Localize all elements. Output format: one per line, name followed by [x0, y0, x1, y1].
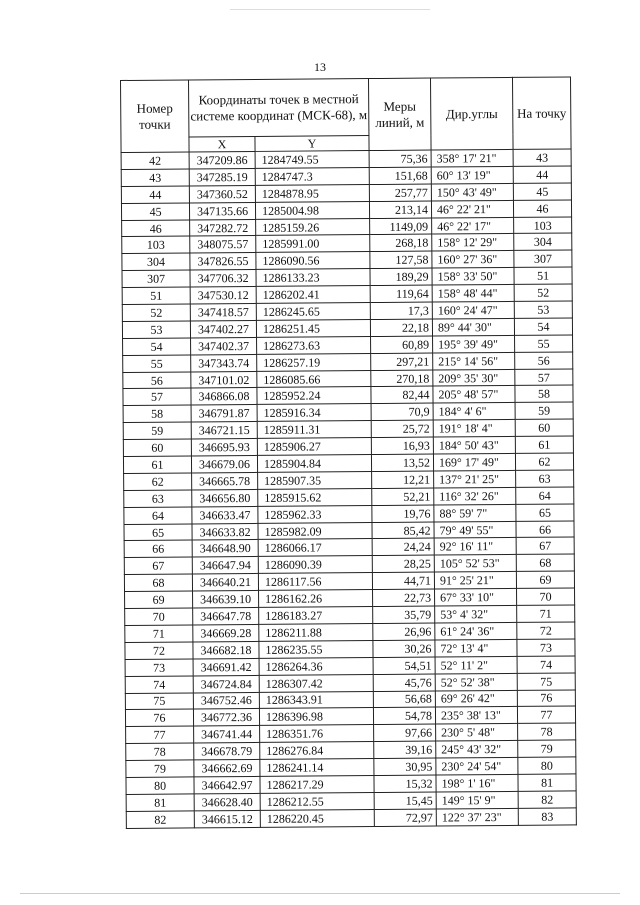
y-coordinate-cell: 1286245.65: [256, 303, 370, 321]
point-number-cell: 61: [123, 456, 191, 473]
line-length-cell: 213,14: [369, 201, 431, 218]
y-coordinate-cell: 1286202.41: [256, 286, 370, 304]
x-coordinate-cell: 346682.18: [193, 641, 259, 658]
x-coordinate-cell: 347135.66: [189, 202, 255, 219]
directional-angle-cell: 92° 16' 11": [434, 538, 516, 556]
to-point-cell: 81: [518, 774, 576, 791]
directional-angle-cell: 215° 14' 56": [433, 352, 515, 370]
x-coordinate-cell: 346721.15: [191, 422, 257, 439]
to-point-cell: 83: [518, 808, 576, 825]
directional-angle-cell: 89° 44' 30": [432, 318, 514, 336]
line-length-cell: 13,52: [371, 454, 433, 471]
y-coordinate-cell: 1286241.14: [260, 759, 374, 777]
to-point-cell: 67: [516, 537, 574, 554]
directional-angle-cell: 122° 37' 23": [436, 808, 518, 826]
point-number-cell: 304: [122, 253, 190, 270]
point-number-cell: 53: [122, 321, 190, 338]
x-coordinate-cell: 347343.74: [191, 354, 257, 371]
directional-angle-cell: 230° 24' 54": [436, 757, 518, 775]
point-number-cell: 63: [124, 490, 192, 507]
point-number-cell: 72: [125, 642, 193, 659]
directional-angle-cell: 61° 24' 36": [435, 622, 517, 640]
directional-angle-cell: 184° 4' 6": [433, 403, 515, 421]
to-point-cell: 103: [514, 217, 572, 234]
point-number-cell: 71: [125, 625, 193, 642]
y-coordinate-cell: 1286090.56: [256, 252, 370, 270]
line-length-cell: 45,76: [373, 674, 435, 691]
x-coordinate-cell: 347360.52: [189, 185, 255, 202]
directional-angle-cell: 46° 22' 21": [431, 200, 513, 218]
directional-angle-cell: 158° 33' 50": [432, 268, 514, 286]
x-coordinate-cell: 347402.37: [191, 337, 257, 354]
y-coordinate-cell: 1286307.42: [259, 674, 373, 692]
line-length-cell: 75,36: [369, 150, 431, 167]
x-coordinate-cell: 346633.47: [192, 506, 258, 523]
x-coordinate-cell: 346628.40: [194, 793, 260, 810]
point-number-cell: 66: [124, 540, 192, 557]
x-coordinate-cell: 346679.06: [191, 455, 257, 472]
x-coordinate-cell: 346695.93: [191, 439, 257, 456]
x-coordinate-cell: 346741.44: [194, 726, 260, 743]
y-coordinate-cell: 1286162.26: [259, 590, 373, 608]
x-coordinate-cell: 347530.12: [190, 287, 256, 304]
point-number-cell: 80: [126, 777, 194, 794]
directional-angle-cell: 160° 27' 36": [432, 251, 514, 269]
point-number-cell: 54: [123, 338, 191, 355]
directional-angle-cell: 91° 25' 21": [434, 572, 516, 590]
x-coordinate-cell: 347209.86: [189, 151, 255, 168]
point-number-cell: 79: [126, 760, 194, 777]
y-coordinate-cell: 1285952.24: [257, 387, 371, 405]
to-point-cell: 71: [517, 605, 575, 622]
x-coordinate-cell: 346752.46: [193, 692, 259, 709]
y-coordinate-cell: 1286351.76: [260, 725, 374, 743]
line-length-cell: 15,45: [374, 792, 436, 809]
line-length-cell: 82,44: [371, 387, 433, 404]
y-coordinate-cell: 1286211.88: [259, 623, 373, 641]
header-to-point: На точку: [512, 77, 571, 149]
to-point-cell: 54: [514, 318, 572, 335]
y-coordinate-cell: 1286212.55: [260, 792, 374, 810]
y-coordinate-cell: 1286066.17: [258, 539, 372, 557]
directional-angle-cell: 69° 26' 42": [435, 690, 517, 708]
line-length-cell: 39,16: [374, 741, 436, 758]
to-point-cell: 307: [514, 250, 572, 267]
y-coordinate-cell: 1286235.55: [259, 640, 373, 658]
x-coordinate-cell: 346662.69: [194, 759, 260, 776]
y-coordinate-cell: 1285904.84: [257, 455, 371, 473]
x-coordinate-cell: 346791.87: [191, 405, 257, 422]
directional-angle-cell: 72° 13' 4": [435, 639, 517, 657]
directional-angle-cell: 137° 21' 25": [434, 470, 516, 488]
y-coordinate-cell: 1285915.62: [258, 488, 372, 506]
line-length-cell: 26,96: [373, 623, 435, 640]
line-length-cell: 24,24: [372, 539, 434, 556]
point-number-cell: 56: [123, 372, 191, 389]
line-length-cell: 30,26: [373, 640, 435, 657]
line-length-cell: 1149,09: [370, 218, 432, 235]
point-number-cell: 73: [125, 659, 193, 676]
to-point-cell: 51: [514, 267, 572, 284]
x-coordinate-cell: 346640.21: [192, 574, 258, 591]
header-point-number: Номер точки: [121, 80, 190, 153]
line-length-cell: 297,21: [371, 353, 433, 370]
point-number-cell: 45: [121, 203, 189, 220]
y-coordinate-cell: 1285982.09: [258, 522, 372, 540]
y-coordinate-cell: 1286183.27: [259, 607, 373, 625]
to-point-cell: 69: [516, 571, 574, 588]
line-length-cell: 54,78: [373, 707, 435, 724]
directional-angle-cell: 160° 24' 47": [432, 301, 514, 319]
y-coordinate-cell: 1285159.26: [256, 218, 370, 236]
y-coordinate-cell: 1285916.34: [257, 404, 371, 422]
line-length-cell: 54,51: [373, 657, 435, 674]
point-number-cell: 65: [124, 524, 192, 541]
to-point-cell: 79: [518, 740, 576, 757]
point-number-cell: 74: [125, 676, 193, 693]
y-coordinate-cell: 1286276.84: [260, 742, 374, 760]
to-point-cell: 52: [514, 284, 572, 301]
header-x: X: [189, 136, 255, 152]
directional-angle-cell: 195° 39' 49": [433, 335, 515, 353]
y-coordinate-cell: 1286257.19: [257, 353, 371, 371]
x-coordinate-cell: 346633.82: [192, 523, 258, 540]
header-line-lengths: Меры линий, м: [368, 78, 431, 150]
point-number-cell: 44: [121, 186, 189, 203]
to-point-cell: 62: [515, 453, 573, 470]
to-point-cell: 45: [513, 183, 571, 200]
line-length-cell: 52,21: [372, 488, 434, 505]
line-length-cell: 270,18: [371, 370, 433, 387]
x-coordinate-cell: 346691.42: [193, 658, 259, 675]
point-number-cell: 57: [123, 388, 191, 405]
y-coordinate-cell: 1284747.3: [255, 167, 369, 185]
x-coordinate-cell: 347826.55: [190, 253, 256, 270]
point-number-cell: 77: [126, 726, 194, 743]
point-number-cell: 78: [126, 743, 194, 760]
directional-angle-cell: 209° 35' 30": [433, 369, 515, 387]
to-point-cell: 63: [516, 470, 574, 487]
point-number-cell: 60: [123, 439, 191, 456]
x-coordinate-cell: 347282.72: [190, 219, 256, 236]
directional-angle-cell: 88° 59' 7": [434, 504, 516, 522]
header-directional-angles: Дир.углы: [430, 77, 513, 150]
y-coordinate-cell: 1286251.45: [256, 319, 370, 337]
to-point-cell: 72: [517, 622, 575, 639]
point-number-cell: 62: [124, 473, 192, 490]
line-length-cell: 257,77: [369, 184, 431, 201]
line-length-cell: 19,76: [372, 505, 434, 522]
coordinates-sheet: [120, 76, 577, 828]
x-coordinate-cell: 346656.80: [192, 489, 258, 506]
directional-angle-cell: 230° 5' 48": [436, 724, 518, 742]
to-point-cell: 55: [515, 335, 573, 352]
line-length-cell: 22,18: [370, 319, 432, 336]
x-coordinate-cell: 346642.97: [194, 776, 260, 793]
directional-angle-cell: 149° 15' 9": [436, 791, 518, 809]
y-coordinate-cell: 1286396.98: [259, 708, 373, 726]
directional-angle-cell: 79° 49' 55": [434, 521, 516, 539]
x-coordinate-cell: 347285.19: [189, 168, 255, 185]
x-coordinate-cell: 346678.79: [194, 743, 260, 760]
header-coordinates: Координаты точек в местной системе координат (МСК-68), м: [189, 79, 369, 137]
to-point-cell: 65: [516, 504, 574, 521]
point-number-cell: 46: [122, 220, 190, 237]
directional-angle-cell: 205° 48' 57": [433, 386, 515, 404]
line-length-cell: 85,42: [372, 522, 434, 539]
line-length-cell: 127,58: [370, 251, 432, 268]
x-coordinate-cell: 347101.02: [191, 371, 257, 388]
point-number-cell: 70: [125, 608, 193, 625]
line-length-cell: 56,68: [373, 691, 435, 708]
x-coordinate-cell: 346647.94: [192, 557, 258, 574]
point-number-cell: 59: [123, 422, 191, 439]
to-point-cell: 74: [517, 656, 575, 673]
directional-angle-cell: 150° 43' 49": [431, 183, 513, 201]
line-length-cell: 28,25: [372, 555, 434, 572]
x-coordinate-cell: 346639.10: [193, 591, 259, 608]
x-coordinate-cell: 347402.27: [190, 320, 256, 337]
to-point-cell: 75: [517, 673, 575, 690]
y-coordinate-cell: 1285004.98: [255, 201, 369, 219]
x-coordinate-cell: 346665.78: [192, 472, 258, 489]
to-point-cell: 61: [515, 436, 573, 453]
line-length-cell: 97,66: [374, 724, 436, 741]
line-length-cell: 151,68: [369, 167, 431, 184]
x-coordinate-cell: 346724.84: [193, 675, 259, 692]
to-point-cell: 53: [514, 301, 572, 318]
to-point-cell: 304: [514, 233, 572, 250]
point-number-cell: 42: [121, 152, 189, 169]
directional-angle-cell: 358° 17' 21": [431, 149, 513, 167]
directional-angle-cell: 184° 50' 43": [433, 437, 515, 455]
line-length-cell: 268,18: [370, 235, 432, 252]
header-y: Y: [255, 136, 369, 152]
line-length-cell: 15,32: [374, 775, 436, 792]
point-number-cell: 55: [123, 355, 191, 372]
line-length-cell: 44,71: [372, 572, 434, 589]
line-length-cell: 25,72: [371, 420, 433, 437]
x-coordinate-cell: 346866.08: [191, 388, 257, 405]
table-row: [126, 808, 576, 828]
line-length-cell: 16,93: [371, 437, 433, 454]
directional-angle-cell: 245° 43' 32": [436, 741, 518, 759]
y-coordinate-cell: 1286090.39: [258, 556, 372, 574]
line-length-cell: 12,21: [372, 471, 434, 488]
coordinates-table: [120, 76, 577, 828]
directional-angle-cell: 235° 38' 13": [435, 707, 517, 725]
to-point-cell: 78: [518, 723, 576, 740]
y-coordinate-cell: 1286220.45: [260, 809, 374, 827]
y-coordinate-cell: 1286085.66: [257, 370, 371, 388]
directional-angle-cell: 52° 52' 38": [435, 673, 517, 691]
to-point-cell: 68: [516, 554, 574, 571]
point-number-cell: 81: [126, 794, 194, 811]
point-number-cell: 64: [124, 507, 192, 524]
directional-angle-cell: 116° 32' 26": [434, 487, 516, 505]
line-length-cell: 119,64: [370, 285, 432, 302]
x-coordinate-cell: 346772.36: [193, 709, 259, 726]
point-number-cell: 69: [125, 591, 193, 608]
directional-angle-cell: 158° 48' 44": [432, 285, 514, 303]
y-coordinate-cell: 1285962.33: [258, 505, 372, 523]
to-point-cell: 80: [518, 757, 576, 774]
directional-angle-cell: 158° 12' 29": [432, 234, 514, 252]
line-length-cell: 70,9: [371, 403, 433, 420]
to-point-cell: 66: [516, 521, 574, 538]
point-number-cell: 103: [122, 236, 190, 253]
point-number-cell: 52: [122, 304, 190, 321]
directional-angle-cell: 198° 1' 16": [436, 774, 518, 792]
point-number-cell: 68: [124, 574, 192, 591]
line-length-cell: 189,29: [370, 268, 432, 285]
to-point-cell: 57: [515, 369, 573, 386]
y-coordinate-cell: 1286117.56: [258, 573, 372, 591]
point-number-cell: 58: [123, 405, 191, 422]
table-body: [121, 149, 576, 828]
x-coordinate-cell: 346647.78: [193, 607, 259, 624]
directional-angle-cell: 191° 18' 4": [433, 420, 515, 438]
point-number-cell: 82: [126, 811, 194, 828]
point-number-cell: 76: [125, 709, 193, 726]
to-point-cell: 56: [515, 352, 573, 369]
y-coordinate-cell: 1286217.29: [260, 775, 374, 793]
to-point-cell: 82: [518, 791, 576, 808]
x-coordinate-cell: 347706.32: [190, 270, 256, 287]
page-number: 13: [314, 60, 326, 74]
directional-angle-cell: 60° 13' 19": [431, 166, 513, 184]
y-coordinate-cell: 1285907.35: [258, 471, 372, 489]
to-point-cell: 77: [517, 706, 575, 723]
x-coordinate-cell: 347418.57: [190, 303, 256, 320]
y-coordinate-cell: 1286343.91: [259, 691, 373, 709]
directional-angle-cell: 169° 17' 49": [433, 453, 515, 471]
y-coordinate-cell: 1285906.27: [257, 438, 371, 456]
to-point-cell: 76: [517, 689, 575, 706]
point-number-cell: 75: [125, 692, 193, 709]
y-coordinate-cell: 1286133.23: [256, 269, 370, 287]
line-length-cell: 17,3: [370, 302, 432, 319]
to-point-cell: 58: [515, 385, 573, 402]
y-coordinate-cell: 1285911.31: [257, 421, 371, 439]
point-number-cell: 51: [122, 287, 190, 304]
directional-angle-cell: 67° 33' 10": [435, 589, 517, 607]
to-point-cell: 73: [517, 639, 575, 656]
to-point-cell: 43: [513, 149, 571, 166]
directional-angle-cell: 53° 4' 32": [435, 605, 517, 623]
to-point-cell: 60: [515, 419, 573, 436]
point-number-cell: 307: [122, 270, 190, 287]
x-coordinate-cell: 348075.57: [190, 236, 256, 253]
line-length-cell: 35,79: [373, 606, 435, 623]
directional-angle-cell: 105° 52' 53": [434, 555, 516, 573]
x-coordinate-cell: 346648.90: [192, 540, 258, 557]
y-coordinate-cell: 1285991.00: [256, 235, 370, 253]
x-coordinate-cell: 346615.12: [194, 810, 260, 827]
to-point-cell: 70: [517, 588, 575, 605]
to-point-cell: 64: [516, 487, 574, 504]
y-coordinate-cell: 1286273.63: [257, 336, 371, 354]
x-coordinate-cell: 346669.28: [193, 624, 259, 641]
y-coordinate-cell: 1284878.95: [255, 184, 369, 202]
line-length-cell: 72,97: [374, 809, 436, 826]
line-length-cell: 22,73: [373, 589, 435, 606]
line-length-cell: 30,95: [374, 758, 436, 775]
line-length-cell: 60,89: [371, 336, 433, 353]
point-number-cell: 67: [124, 557, 192, 574]
scan-artifact-bottom: [20, 893, 620, 894]
point-number-cell: 43: [121, 169, 189, 186]
to-point-cell: 46: [513, 200, 571, 217]
y-coordinate-cell: 1284749.55: [255, 151, 369, 169]
directional-angle-cell: 52° 11' 2": [435, 656, 517, 674]
to-point-cell: 59: [515, 402, 573, 419]
scan-artifact-top: [230, 9, 430, 10]
to-point-cell: 44: [513, 166, 571, 183]
y-coordinate-cell: 1286264.36: [259, 657, 373, 675]
directional-angle-cell: 46° 22' 17": [432, 217, 514, 235]
